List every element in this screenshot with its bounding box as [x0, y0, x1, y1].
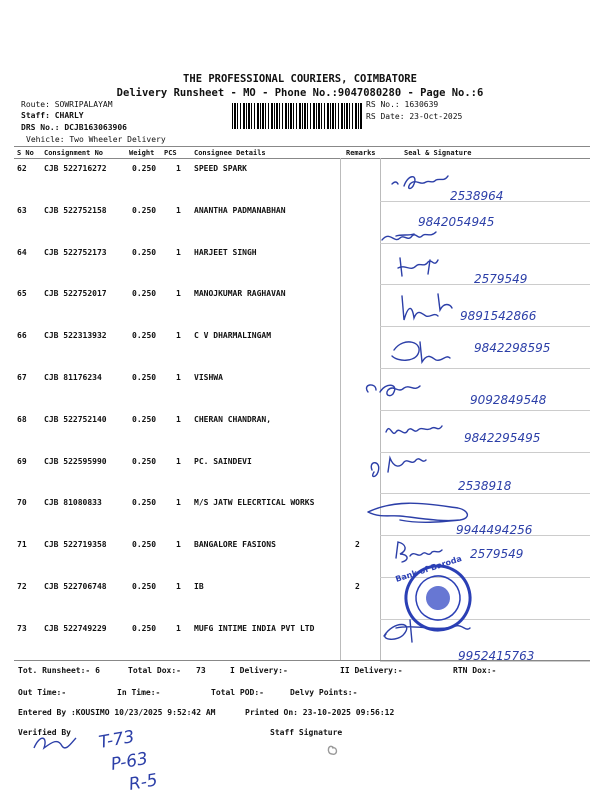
hw-note-68: 9842295495 — [464, 431, 541, 445]
row-consignee: IB — [194, 582, 204, 591]
ii-delivery: II Delivery:- — [340, 666, 403, 675]
entered-by: Entered By :KOUSIMO 10/23/2025 9:52:42 AM — [18, 708, 216, 717]
hw-total-t: T-73 — [97, 727, 137, 753]
row-sno: 64 — [17, 247, 27, 257]
printed-on: Printed On: 23-10-2025 09:56:12 — [245, 708, 395, 717]
row-pcs: 1 — [176, 540, 181, 550]
hw-note-66: 9842298595 — [474, 341, 551, 355]
hw-note-73: 9952415763 — [458, 649, 535, 663]
row-pcs: 1 — [176, 289, 181, 299]
row-consignee: MUFG INTIME INDIA PVT LTD — [194, 623, 315, 633]
row-consignment: CJB 522313932 — [44, 331, 107, 341]
row-weight: 0.250 — [132, 373, 157, 382]
row-consignee: M/S JATW ELECRTICAL WORKS — [194, 498, 315, 508]
verified-by: Verified By — [18, 728, 71, 737]
row-sno: 68 — [17, 414, 27, 424]
hw-note-71: 2579549 — [470, 547, 524, 561]
row-consignment: CJB 522716272 — [44, 164, 107, 173]
signature-mark-67 — [367, 385, 420, 396]
runsheet-subtitle: Delivery Runsheet - MO - Phone No.:9047080280 - Page No.:6 — [116, 87, 484, 99]
row-consignment: CJB 522752140 — [44, 414, 107, 424]
row-pcs: 1 — [176, 331, 181, 341]
row-weight: 0.250 — [132, 623, 157, 633]
signature-mark-66 — [392, 342, 450, 362]
rs-date: RS Date: 23-Oct-2025 — [366, 112, 463, 121]
row-sno: 71 — [17, 540, 27, 550]
hw-note-64: 2579549 — [474, 272, 528, 286]
row-pcs: 1 — [176, 623, 181, 633]
row-weight: 0.250 — [132, 582, 157, 591]
tot-runsheet: Tot. Runsheet:- 6 — [18, 666, 100, 675]
row-consignment: CJB 81080833 — [44, 498, 102, 508]
col-seal: Seal & Signature — [404, 149, 472, 157]
row-consignment: CJB 522752158 — [44, 205, 107, 215]
row-consignee: MANOJKUMAR RAGHAVAN — [194, 289, 286, 299]
row-consignee: PC. SAINDEVI — [194, 456, 252, 466]
row-pcs: 1 — [176, 247, 181, 257]
stamp-text: Bank of Baroda — [394, 554, 463, 584]
delvy-points: Delvy Points:- — [290, 688, 358, 697]
col-remarks: Remarks — [346, 149, 376, 157]
staff-signature: Staff Signature — [270, 728, 343, 737]
col-consignment: Consignment No — [44, 149, 104, 157]
row-sno: 62 — [17, 164, 27, 173]
total-dox-label: Total Dox:- — [128, 666, 181, 675]
signature-mark-64 — [398, 258, 438, 276]
row-consignment: CJB 81176234 — [44, 373, 102, 382]
route-label: Route: SOWRIPALAYAM — [21, 100, 113, 109]
hw-note-62: 2538964 — [450, 189, 504, 203]
staff-label: Staff: CHARLY — [21, 111, 84, 120]
row-remark: 2 — [355, 582, 360, 591]
hw-note-70: 9944494256 — [456, 523, 533, 537]
signature-mark-68 — [386, 426, 442, 433]
row-weight: 0.250 — [132, 414, 157, 424]
row-consignee: BANGALORE FASIONS — [194, 540, 276, 550]
row-pcs: 1 — [176, 456, 181, 466]
row-sno: 66 — [17, 331, 27, 341]
col-pcs: PCS — [164, 149, 177, 157]
row-consignee: ANANTHA PADMANABHAN — [194, 205, 286, 215]
row-consignee: SPEED SPARK — [194, 164, 247, 173]
row-pcs: 1 — [176, 373, 181, 382]
row-pcs: 1 — [176, 205, 181, 215]
row-sno: 69 — [17, 456, 27, 466]
signature-mark-69 — [371, 458, 426, 477]
col-weight: Weight — [129, 149, 155, 157]
company-title: THE PROFESSIONAL COURIERS, COIMBATORE — [183, 73, 417, 85]
row-consignment: CJB 522719358 — [44, 540, 107, 550]
row-consignee: C V DHARMALINGAM — [194, 331, 272, 341]
row-consignee: CHERAN CHANDRAN, — [194, 414, 272, 424]
row-consignment: CJB 522595990 — [44, 456, 107, 466]
row-consignment: CJB 522752017 — [44, 289, 107, 299]
row-pcs: 1 — [176, 164, 181, 173]
i-delivery: I Delivery:- — [230, 666, 288, 675]
rs-number: RS No.: 1630639 — [366, 100, 439, 109]
row-weight: 0.250 — [132, 498, 157, 508]
row-pcs: 1 — [176, 414, 181, 424]
row-sno: 70 — [17, 498, 27, 508]
rtn-dox: RTN Dox:- — [453, 666, 497, 675]
in-time: In Time:- — [117, 688, 161, 697]
row-consignment: CJB 522749229 — [44, 623, 107, 633]
row-sno: 63 — [17, 205, 27, 215]
row-sno: 67 — [17, 373, 27, 382]
row-pcs: 1 — [176, 498, 181, 508]
total-dox-value: 73 — [196, 666, 206, 675]
row-weight: 0.250 — [132, 289, 157, 299]
row-sno: 73 — [17, 623, 27, 633]
row-weight: 0.250 — [132, 247, 157, 257]
signature-mark-63 — [382, 232, 436, 240]
row-consignment: CJB 522706748 — [44, 582, 107, 591]
signature-mark-71 — [396, 542, 442, 562]
out-time: Out Time:- — [18, 688, 67, 697]
signature-mark-70 — [368, 503, 467, 522]
row-sno: 72 — [17, 582, 27, 591]
hw-total-p: P-63 — [109, 748, 150, 775]
row-weight: 0.250 — [132, 331, 157, 341]
hw-note-65: 9891542866 — [460, 309, 537, 323]
row-weight: 0.250 — [132, 540, 157, 550]
signature-mark-65 — [402, 294, 452, 320]
row-weight: 0.250 — [132, 164, 157, 173]
row-consignee: HARJEET SINGH — [194, 247, 257, 257]
hw-total-r: R-5 — [127, 770, 160, 795]
row-consignee: VISHWA — [194, 373, 223, 382]
col-consignee: Consignee Details — [194, 149, 266, 157]
hw-note-69: 2538918 — [458, 479, 512, 493]
drs-label: DRS No.: DCJB163063906 — [21, 123, 127, 132]
vehicle-label: Vehicle: Two Wheeler Delivery — [26, 135, 166, 144]
row-consignment: CJB 522752173 — [44, 247, 107, 257]
signature-mark-62 — [392, 176, 448, 189]
row-sno: 65 — [17, 289, 27, 299]
row-pcs: 1 — [176, 582, 181, 591]
verified-signature — [34, 738, 76, 748]
row-remark: 2 — [355, 540, 360, 550]
row-weight: 0.250 — [132, 456, 157, 466]
hw-note-63: 9842054945 — [418, 215, 495, 229]
total-pod: Total POD:- — [211, 688, 264, 697]
hw-note-67: 9092849548 — [470, 393, 547, 407]
col-sno: S No — [17, 149, 34, 157]
row-weight: 0.250 — [132, 205, 157, 215]
